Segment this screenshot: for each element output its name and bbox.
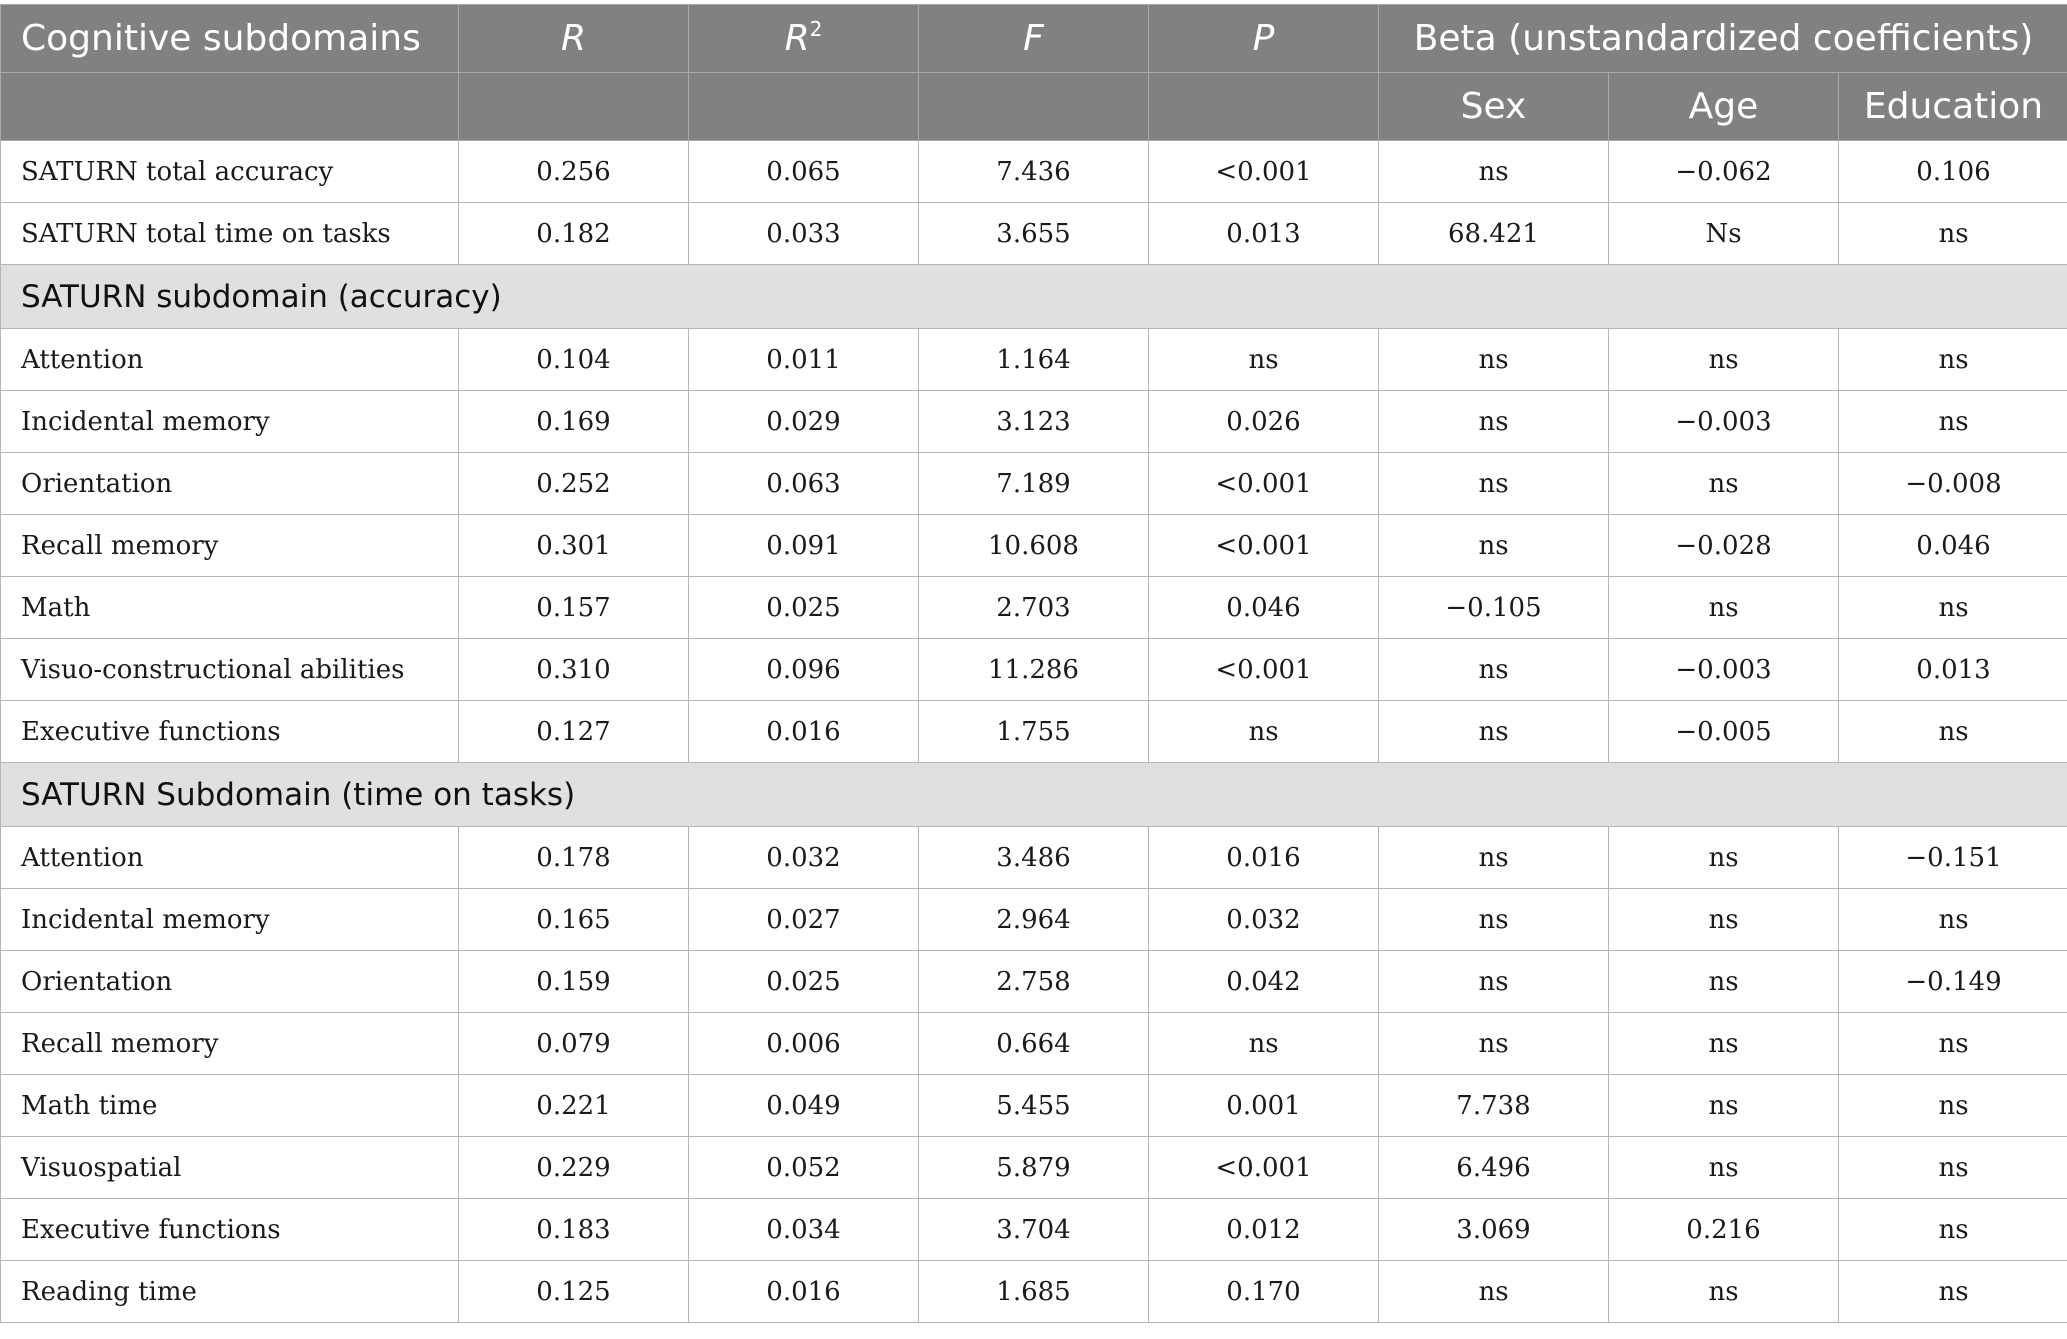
cell-f: 2.703 [919, 577, 1149, 639]
header-cognitive-subdomains: Cognitive subdomains [1, 5, 459, 73]
cell-age: ns [1609, 329, 1839, 391]
cell-r2: 0.049 [689, 1075, 919, 1137]
header-r2 [689, 5, 919, 73]
cell-f: 2.964 [919, 889, 1149, 951]
table-row [1, 1199, 2067, 1261]
cell-r2: 0.063 [689, 453, 919, 515]
cell-r: 0.104 [459, 329, 689, 391]
cell-sex: 3.069 [1379, 1199, 1609, 1261]
cell-label: Visuospatial [1, 1137, 459, 1199]
cell-label: Visuo-constructional abilities [1, 639, 459, 701]
cell-sex: 6.496 [1379, 1137, 1609, 1199]
section-title: SATURN Subdomain (time on tasks) [1, 763, 2067, 827]
cell-p: 0.026 [1149, 391, 1379, 453]
cell-label: Executive functions [1, 701, 459, 763]
cell-f: 5.879 [919, 1137, 1149, 1199]
cell-age: −0.003 [1609, 639, 1839, 701]
cell-education: ns [1839, 1013, 2067, 1075]
cell-f: 2.758 [919, 951, 1149, 1013]
cell-label: SATURN total time on tasks [1, 203, 459, 265]
cell-r: 0.256 [459, 141, 689, 203]
header-education: Education [1839, 73, 2067, 141]
table-row [1, 1075, 2067, 1137]
cell-p: 0.032 [1149, 889, 1379, 951]
table-row [1, 453, 2067, 515]
cell-r: 0.157 [459, 577, 689, 639]
cell-age: ns [1609, 1013, 1839, 1075]
cell-f: 11.286 [919, 639, 1149, 701]
cell-r: 0.229 [459, 1137, 689, 1199]
table-row [1, 329, 2067, 391]
cell-r2: 0.027 [689, 889, 919, 951]
cell-age: ns [1609, 1137, 1839, 1199]
cell-f: 1.755 [919, 701, 1149, 763]
cell-label: Math time [1, 1075, 459, 1137]
cell-label: Recall memory [1, 515, 459, 577]
cell-sex: ns [1379, 329, 1609, 391]
cell-sex: ns [1379, 453, 1609, 515]
cell-r2: 0.096 [689, 639, 919, 701]
table-row [1, 577, 2067, 639]
cell-r: 0.169 [459, 391, 689, 453]
cell-age: ns [1609, 889, 1839, 951]
cell-p: <0.001 [1149, 453, 1379, 515]
cell-f: 0.664 [919, 1013, 1149, 1075]
cell-f: 3.655 [919, 203, 1149, 265]
header-beta: Beta (unstandardized coefficients) [1379, 5, 2067, 73]
header-empty-cell [459, 73, 689, 141]
table-row [1, 1013, 2067, 1075]
header-empty-cell [1149, 73, 1379, 141]
cell-sex: 68.421 [1379, 203, 1609, 265]
cell-f: 3.486 [919, 827, 1149, 889]
cell-f: 7.436 [919, 141, 1149, 203]
cell-f: 5.455 [919, 1075, 1149, 1137]
cell-r2: 0.016 [689, 1261, 919, 1323]
cell-r: 0.182 [459, 203, 689, 265]
cell-age: ns [1609, 577, 1839, 639]
cell-p: <0.001 [1149, 1137, 1379, 1199]
cell-age: −0.003 [1609, 391, 1839, 453]
cell-sex: ns [1379, 141, 1609, 203]
cell-age: ns [1609, 1075, 1839, 1137]
cell-r: 0.221 [459, 1075, 689, 1137]
header-age: Age [1609, 73, 1839, 141]
cell-education: ns [1839, 701, 2067, 763]
cell-f: 3.704 [919, 1199, 1149, 1261]
cell-r: 0.301 [459, 515, 689, 577]
cell-p: 0.013 [1149, 203, 1379, 265]
table-row [1, 1137, 2067, 1199]
cell-education: ns [1839, 1075, 2067, 1137]
cell-sex: ns [1379, 889, 1609, 951]
cell-sex: ns [1379, 951, 1609, 1013]
cell-p: 0.001 [1149, 1075, 1379, 1137]
cell-sex: ns [1379, 391, 1609, 453]
header-r [459, 5, 689, 73]
cell-p: 0.016 [1149, 827, 1379, 889]
cell-education: 0.013 [1839, 639, 2067, 701]
cell-age: −0.005 [1609, 701, 1839, 763]
cell-label: Incidental memory [1, 391, 459, 453]
cell-f: 3.123 [919, 391, 1149, 453]
header-r2-sup: 2 [809, 17, 823, 41]
cell-label: SATURN total accuracy [1, 141, 459, 203]
table-row [1, 515, 2067, 577]
table-row [1, 141, 2067, 203]
cell-label: Attention [1, 329, 459, 391]
section-title: SATURN subdomain (accuracy) [1, 265, 2067, 329]
cell-r2: 0.025 [689, 951, 919, 1013]
cell-sex: −0.105 [1379, 577, 1609, 639]
table-row [1, 639, 2067, 701]
table-row [1, 889, 2067, 951]
regression-table [0, 4, 2067, 1323]
header-p [1149, 5, 1379, 73]
cell-education: ns [1839, 1199, 2067, 1261]
cell-label: Orientation [1, 453, 459, 515]
cell-education: ns [1839, 391, 2067, 453]
cell-education: 0.106 [1839, 141, 2067, 203]
cell-sex: ns [1379, 827, 1609, 889]
cell-r: 0.125 [459, 1261, 689, 1323]
cell-r2: 0.006 [689, 1013, 919, 1075]
cell-education: ns [1839, 889, 2067, 951]
cell-p: ns [1149, 1013, 1379, 1075]
section-row [1, 763, 2067, 827]
cell-p: 0.042 [1149, 951, 1379, 1013]
table-body [1, 141, 2067, 1323]
cell-label: Reading time [1, 1261, 459, 1323]
cell-r: 0.159 [459, 951, 689, 1013]
header-f [919, 5, 1149, 73]
section-row [1, 265, 2067, 329]
cell-r2: 0.032 [689, 827, 919, 889]
cell-age: ns [1609, 1261, 1839, 1323]
cell-r2: 0.016 [689, 701, 919, 763]
cell-sex: ns [1379, 1261, 1609, 1323]
cell-education: 0.046 [1839, 515, 2067, 577]
cell-f: 7.189 [919, 453, 1149, 515]
cell-age: ns [1609, 951, 1839, 1013]
table-header [1, 5, 2067, 141]
cell-r: 0.183 [459, 1199, 689, 1261]
table-row [1, 951, 2067, 1013]
cell-r: 0.079 [459, 1013, 689, 1075]
cell-p: ns [1149, 329, 1379, 391]
cell-r2: 0.052 [689, 1137, 919, 1199]
cell-education: −0.151 [1839, 827, 2067, 889]
cell-age: Ns [1609, 203, 1839, 265]
cell-r: 0.127 [459, 701, 689, 763]
table-row [1, 827, 2067, 889]
cell-r: 0.252 [459, 453, 689, 515]
cell-age: −0.062 [1609, 141, 1839, 203]
cell-p: <0.001 [1149, 515, 1379, 577]
table-row [1, 1261, 2067, 1323]
cell-education: −0.008 [1839, 453, 2067, 515]
cell-age: ns [1609, 827, 1839, 889]
cell-r: 0.310 [459, 639, 689, 701]
cell-r2: 0.011 [689, 329, 919, 391]
header-r2-label: R [784, 18, 810, 59]
cell-label: Recall memory [1, 1013, 459, 1075]
cell-f: 10.608 [919, 515, 1149, 577]
cell-sex: ns [1379, 639, 1609, 701]
cell-label: Attention [1, 827, 459, 889]
cell-r2: 0.065 [689, 141, 919, 203]
cell-p: ns [1149, 701, 1379, 763]
header-empty-cell [689, 73, 919, 141]
header-row-2 [1, 73, 2067, 141]
cell-education: ns [1839, 329, 2067, 391]
cell-p: 0.012 [1149, 1199, 1379, 1261]
header-f-label: F [1023, 18, 1044, 59]
cell-r2: 0.034 [689, 1199, 919, 1261]
table-row [1, 701, 2067, 763]
cell-sex: ns [1379, 1013, 1609, 1075]
cell-p: 0.046 [1149, 577, 1379, 639]
table-row [1, 203, 2067, 265]
cell-r: 0.165 [459, 889, 689, 951]
cell-f: 1.685 [919, 1261, 1149, 1323]
cell-education: ns [1839, 203, 2067, 265]
cell-r2: 0.033 [689, 203, 919, 265]
cell-sex: ns [1379, 515, 1609, 577]
cell-label: Incidental memory [1, 889, 459, 951]
header-row-1 [1, 5, 2067, 73]
cell-sex: ns [1379, 701, 1609, 763]
cell-label: Orientation [1, 951, 459, 1013]
cell-r2: 0.025 [689, 577, 919, 639]
cell-education: −0.149 [1839, 951, 2067, 1013]
cell-age: −0.028 [1609, 515, 1839, 577]
cell-education: ns [1839, 1137, 2067, 1199]
cell-education: ns [1839, 1261, 2067, 1323]
cell-r: 0.178 [459, 827, 689, 889]
cell-r2: 0.029 [689, 391, 919, 453]
header-empty-cell [1, 73, 459, 141]
cell-p: <0.001 [1149, 639, 1379, 701]
header-sex: Sex [1379, 73, 1609, 141]
cell-age: 0.216 [1609, 1199, 1839, 1261]
cell-p: 0.170 [1149, 1261, 1379, 1323]
cell-sex: 7.738 [1379, 1075, 1609, 1137]
cell-f: 1.164 [919, 329, 1149, 391]
cell-r2: 0.091 [689, 515, 919, 577]
cell-education: ns [1839, 577, 2067, 639]
table-row [1, 391, 2067, 453]
cell-label: Executive functions [1, 1199, 459, 1261]
header-empty-cell [919, 73, 1149, 141]
cell-label: Math [1, 577, 459, 639]
header-p-label: P [1252, 18, 1275, 59]
cell-age: ns [1609, 453, 1839, 515]
header-r-label: R [560, 18, 586, 59]
cell-p: <0.001 [1149, 141, 1379, 203]
